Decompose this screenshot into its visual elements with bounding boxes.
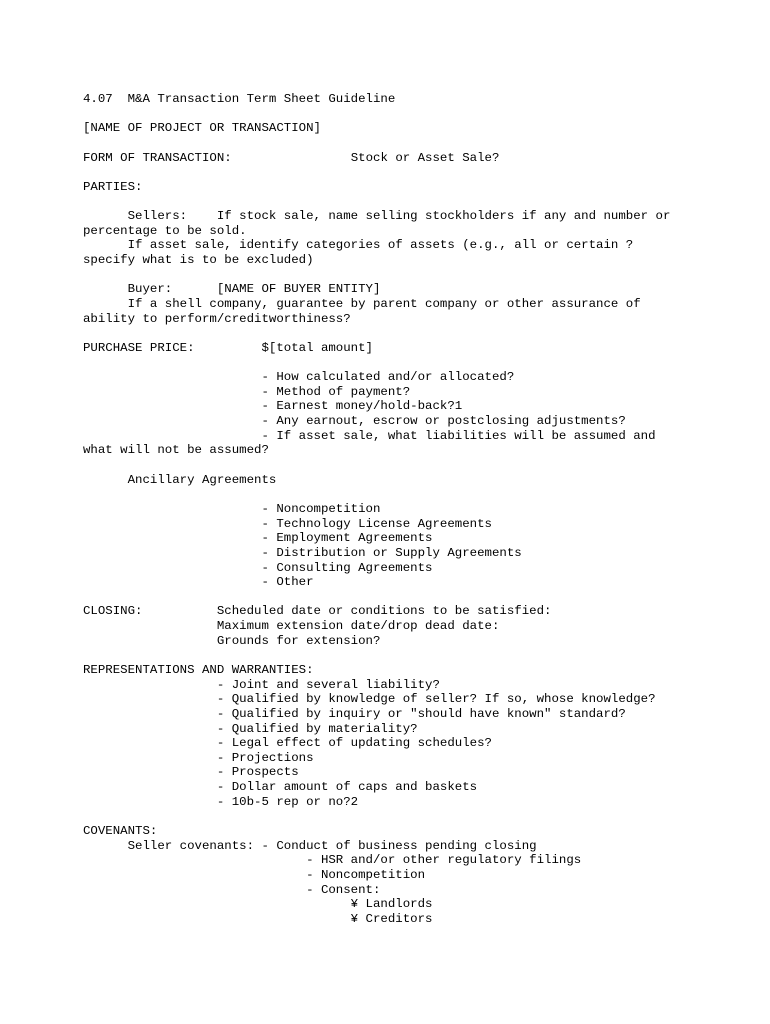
form-of-transaction-label: FORM OF TRANSACTION: xyxy=(83,150,232,165)
covenants-subitem: ¥ Creditors xyxy=(83,911,433,926)
purchase-price-line: PURCHASE PRICE: $[total amount] xyxy=(83,340,373,355)
purchase-price-item: - If asset sale, what liabilities will be assumed and xyxy=(83,428,656,443)
ancillary-item: - Distribution or Supply Agreements xyxy=(83,545,522,560)
reps-warranties-heading: REPRESENTATIONS AND WARRANTIES: xyxy=(83,662,314,677)
reps-item: - 10b-5 rep or no?2 xyxy=(83,794,359,809)
ancillary-item: - Employment Agreements xyxy=(83,531,433,546)
reps-item: - Qualified by inquiry or "should have known" standard? xyxy=(83,706,626,721)
ancillary-item: - Noncompetition xyxy=(83,501,381,516)
sellers-line-3: If asset sale, identify categories of assets (e.g., all or certain ? xyxy=(83,238,634,253)
ancillary-item: - Other xyxy=(83,575,314,590)
closing-line: Grounds for extension? xyxy=(83,633,381,648)
buyer-line-2: If a shell company, guarantee by parent company or other assurance of xyxy=(83,296,641,311)
sellers-line-4: specify what is to be excluded) xyxy=(83,253,314,268)
closing-line: Maximum extension date/drop dead date: xyxy=(83,619,500,634)
covenants-heading: COVENANTS: xyxy=(83,824,158,839)
term-sheet-document xyxy=(83,92,753,927)
closing-line: CLOSING: Scheduled date or conditions to be satisfied: xyxy=(83,604,552,619)
covenants-line: - Noncompetition xyxy=(83,867,426,882)
reps-item: - Dollar amount of caps and baskets xyxy=(83,780,478,795)
form-of-transaction-value: Stock or Asset Sale? xyxy=(350,150,500,165)
ancillary-item: - Technology License Agreements xyxy=(83,516,492,531)
buyer-line-1: Buyer: [NAME OF BUYER ENTITY] xyxy=(83,282,381,297)
purchase-price-item: - Any earnout, escrow or postclosing adjustments? xyxy=(83,414,626,429)
reps-item: - Projections xyxy=(83,750,314,765)
ancillary-agreements-heading: Ancillary Agreements xyxy=(83,472,277,487)
reps-item: - Qualified by materiality? xyxy=(83,721,418,736)
form-of-transaction-row xyxy=(83,151,753,166)
reps-item: - Qualified by knowledge of seller? If so, whose knowledge? xyxy=(83,692,656,707)
purchase-price-item: - Method of payment? xyxy=(83,384,411,399)
covenants-line: - HSR and/or other regulatory filings xyxy=(83,853,582,868)
ancillary-item: - Consulting Agreements xyxy=(83,560,433,575)
sellers-line-2: percentage to be sold. xyxy=(83,223,247,238)
reps-item: - Joint and several liability? xyxy=(83,677,440,692)
purchase-price-item: - How calculated and/or allocated? xyxy=(83,370,515,385)
covenants-line: - Consent: xyxy=(83,882,381,897)
covenants-line: Seller covenants: - Conduct of business pending closing xyxy=(83,838,537,853)
covenants-subitem: ¥ Landlords xyxy=(83,897,433,912)
buyer-line-3: ability to perform/creditworthiness? xyxy=(83,311,351,326)
reps-item: - Legal effect of updating schedules? xyxy=(83,736,492,751)
purchase-price-item-wrap: what will not be assumed? xyxy=(83,443,269,458)
sellers-line-1: Sellers: If stock sale, name selling stockholders if any and number or xyxy=(83,209,671,224)
reps-item: - Prospects xyxy=(83,765,299,780)
project-name-placeholder: [NAME OF PROJECT OR TRANSACTION] xyxy=(83,121,321,136)
document-heading: 4.07 M&A Transaction Term Sheet Guideline xyxy=(83,92,396,106)
parties-label: PARTIES: xyxy=(83,179,143,194)
purchase-price-item: - Earnest money/hold-back?1 xyxy=(83,399,463,414)
